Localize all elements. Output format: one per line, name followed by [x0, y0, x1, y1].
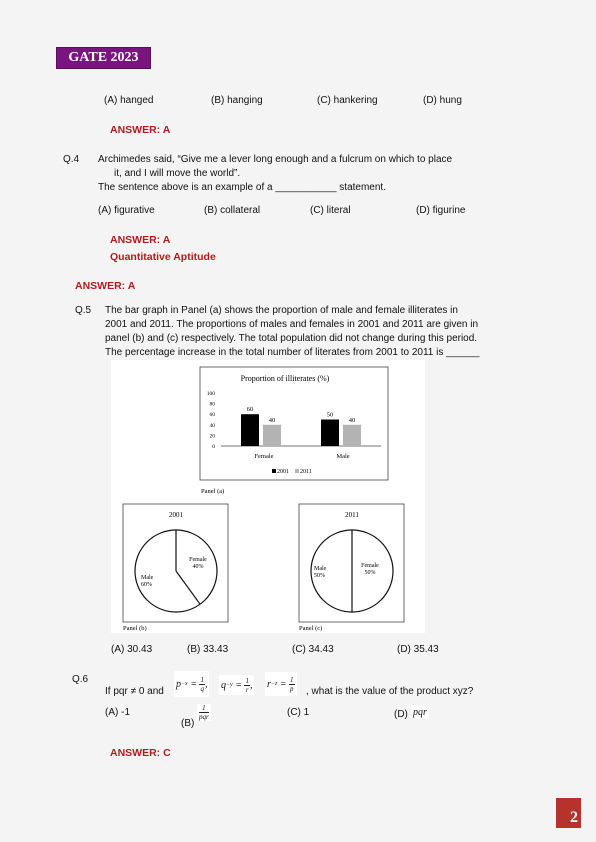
legend-label-2011: 2011 [300, 469, 312, 475]
opt-b-denominator: pqr [199, 713, 209, 721]
bar-value-label: 60 [246, 406, 254, 414]
q3-answer: ANSWER: A [110, 124, 171, 136]
q6-option-c: (C) 1 [287, 707, 310, 718]
panel-b-label: Panel (b) [123, 625, 147, 632]
legend-label-2001: 2001 [277, 469, 289, 475]
eq1-base: p [176, 678, 181, 690]
answer-label: ANSWER: A [75, 280, 136, 292]
page-number: 2 [556, 798, 581, 828]
eq1-fraction [199, 676, 205, 693]
section-heading: Quantitative Aptitude [110, 251, 216, 263]
q6-equation-3: r −z = $\frac{1}{p}$ [265, 672, 297, 696]
eq3-fraction [289, 676, 295, 693]
q3-option-a: (A) hanged [104, 95, 154, 106]
q4-answer: ANSWER: A [110, 234, 171, 246]
q5-option-c: (C) 34.43 [292, 644, 334, 655]
q4-text-line1: Archimedes said, “Give me a lever long enough and a fulcrum on which to place [98, 154, 453, 165]
q5-figure-svg [111, 360, 425, 633]
opt-b-numerator: 1 [199, 704, 209, 713]
q5-number: Q.5 [75, 305, 92, 316]
eq2-fraction [244, 677, 250, 694]
q6-option-a: (A) -1 [105, 707, 130, 718]
q6-option-d-value: pqr [413, 707, 427, 718]
bar-value-label: 50 [326, 411, 334, 419]
q4-text-line3: The sentence above is an example of a ___________ statement. [98, 182, 386, 193]
y-tick-label: 100 [206, 391, 215, 397]
q6-answer: ANSWER: C [110, 747, 171, 759]
pie-2011-female-value: 50% [364, 570, 376, 576]
q5-option-a: (A) 30.43 [111, 644, 153, 655]
y-tick-label: 0 [212, 444, 215, 450]
eq3-numerator: 1 [290, 675, 294, 684]
eq2-numerator: 1 [245, 676, 249, 685]
bar-value-label: 40 [348, 416, 356, 424]
q5-text-line3: panel (b) and (c) respectively. The total population did not change during this period. [105, 333, 478, 344]
q3-option-c: (C) hankering [317, 95, 378, 106]
eq3-exponent: −z [270, 681, 278, 687]
pie-2001-title: 2001 [169, 511, 183, 519]
opt-b-fraction [199, 704, 209, 721]
bar-value-label: 40 [268, 416, 276, 424]
q6-suffix: , what is the value of the product xyz? [306, 686, 474, 697]
q3-option-b: (B) hanging [211, 95, 263, 106]
pie-2011-title: 2011 [345, 511, 359, 519]
q4-number: Q.4 [63, 154, 80, 165]
eq3-base: r [267, 678, 271, 690]
eq1-denominator: q [200, 684, 204, 693]
q6-option-d-label: (D) [394, 709, 408, 720]
eq3-denominator: p [290, 684, 294, 693]
q4-option-d: (D) figurine [416, 205, 466, 216]
eq2-exponent: −y [226, 682, 233, 688]
bar-male-2001 [321, 420, 339, 447]
pie-2001-female-label: Female [189, 557, 207, 563]
q4-option-b: (B) collateral [204, 205, 261, 216]
bar-female-2001 [241, 414, 259, 446]
q5-text-line2: 2001 and 2011. The proportions of males and females in 2001 and 2011 are given in [105, 319, 479, 330]
bar-male-2011 [343, 425, 361, 446]
pie-2001-female-value: 40% [192, 564, 204, 570]
pie-2011-female-label: Female [361, 563, 379, 569]
eq1-numerator: 1 [200, 675, 204, 684]
q4-option-c: (C) literal [310, 205, 351, 216]
category-label-male: Male [336, 453, 350, 460]
bar-chart-title: Proportion of illiterates (%) [240, 374, 330, 383]
q3-option-d: (D) hung [423, 95, 462, 106]
q5-option-b: (B) 33.43 [187, 644, 229, 655]
bar-female-2011 [263, 425, 281, 446]
q6-number: Q.6 [72, 674, 89, 685]
eq1-exponent: −x [181, 681, 188, 687]
eq2-denominator: r [245, 685, 249, 694]
y-tick-label: 80 [209, 401, 215, 408]
q5-text-line1: The bar graph in Panel (a) shows the proportion of male and female illiterates in [105, 305, 458, 316]
q6-option-b-fraction [197, 704, 211, 721]
y-tick-label: 40 [209, 422, 215, 429]
category-label-female: Female [254, 453, 274, 460]
q4-text-line2: it, and I will move the world”. [114, 168, 241, 179]
bar-chart-frame [200, 367, 388, 480]
pie-2011-male-label: Male [314, 566, 327, 572]
y-tick-label: 20 [209, 433, 215, 440]
pie-2001-male-label: Male [141, 575, 154, 581]
q5-figure [111, 360, 425, 633]
panel-c-label: Panel (c) [299, 625, 323, 632]
q6-equation-2: q −y = $\frac{1}{r}$ , [221, 676, 253, 694]
q6-equation-1: p −x = $\frac{1}{q}$ , [174, 671, 209, 697]
pie-2001-male-value: 60% [141, 582, 152, 588]
panel-a-label: Panel (a) [201, 488, 225, 495]
legend-swatch-2011 [295, 469, 299, 473]
pie-2011-male-value: 50% [314, 573, 325, 579]
q5-option-d: (D) 35.43 [397, 644, 439, 655]
legend-swatch-2001 [272, 469, 276, 473]
eq2-base: q [221, 679, 226, 691]
q4-option-a: (A) figurative [98, 205, 155, 216]
y-tick-label: 60 [209, 412, 215, 419]
q5-text-line4: The percentage increase in the total number of literates from 2001 to 2011 is ______ [105, 347, 480, 358]
q6-prefix: If pqr ≠ 0 and [105, 686, 164, 697]
q6-option-b-label: (B) [181, 718, 195, 729]
exam-title-banner: GATE 2023 [56, 47, 151, 69]
